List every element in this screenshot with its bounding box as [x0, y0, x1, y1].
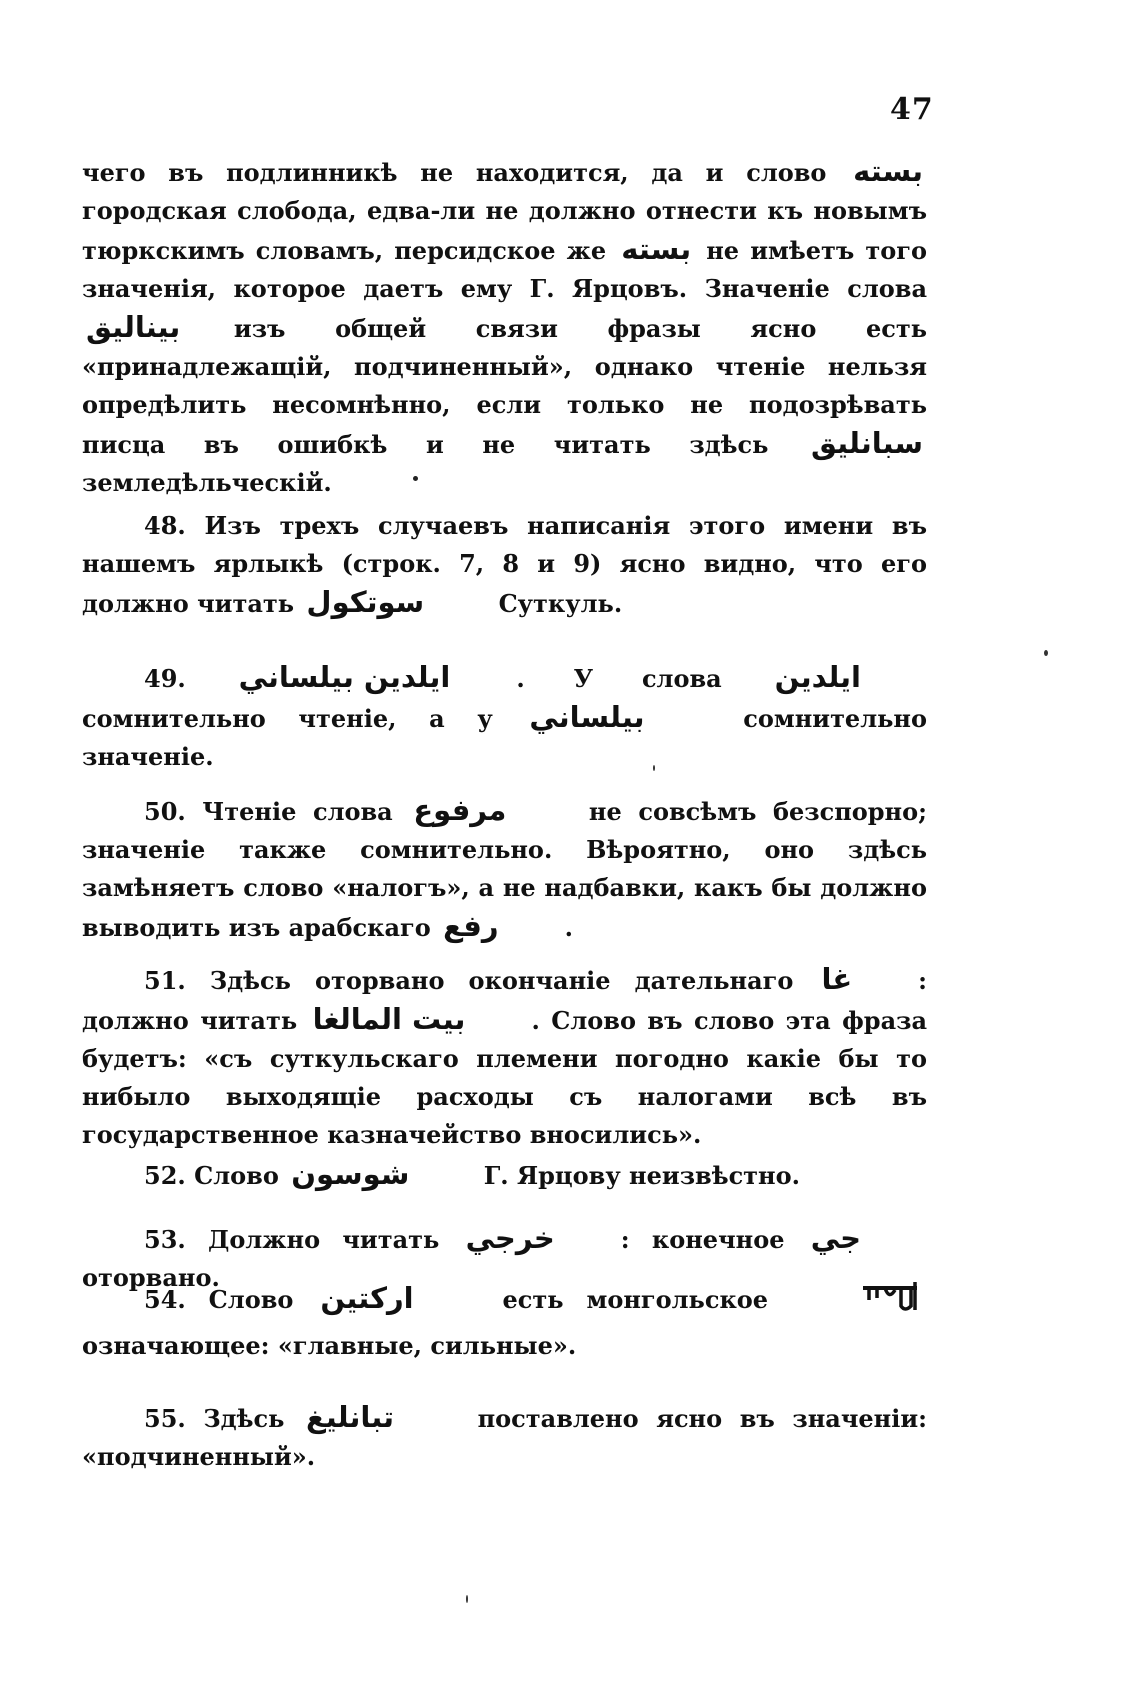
text: 51. Здѣсь оторвано окончаніе дательнаго	[144, 966, 818, 995]
paper-speck	[466, 1595, 468, 1603]
arabic-word: بسته	[853, 154, 923, 188]
text: городская слобода, едва-ли не должно отнести къ новымъ тюркскимъ словамъ, персидское же	[82, 196, 927, 265]
arabic-word: بيلساني	[529, 700, 645, 734]
text: 48. Изъ трехъ случаевъ написанія этого имени въ нашемъ ярлыкѣ (строк. 7, 8 и 9) ясно видно, что его должно читать	[82, 511, 927, 618]
ink-dot	[413, 476, 418, 481]
text: 52. Слово	[144, 1161, 288, 1190]
text: 49.	[144, 664, 235, 693]
arabic-word: غا	[821, 962, 853, 996]
text: земледѣльческій.	[82, 468, 332, 497]
text: . У слова	[516, 664, 771, 693]
text: означающее: «главные, сильные».	[82, 1331, 577, 1360]
arabic-word: بسته	[621, 232, 692, 266]
text: . Слово въ слово эта фраза будетъ: «съ суткульскаго племени погодно какіе бы то нибыло выходящіе расходы съ налогами всѣ въ государственное казначейство вносились».	[82, 1006, 927, 1149]
note-48	[82, 507, 927, 623]
arabic-word: بيناليق	[86, 310, 181, 344]
paper-speck	[653, 765, 655, 771]
text: 50. Чтеніе слова	[144, 797, 410, 826]
arabic-word: تبانليغ	[306, 1400, 394, 1434]
arabic-word: ايلدين بيلساني	[238, 660, 451, 694]
arabic-word: مرفوع	[413, 793, 507, 827]
text: изъ общей связи фразы ясно есть «принадлежащій, подчиненный», однако чтеніе нельзя опредѣлить несомнѣнно, если только не подозрѣвать писца въ ошибкѣ и не читать здѣсь	[82, 314, 927, 459]
note-49	[82, 658, 927, 776]
paper-speck	[1044, 650, 1048, 656]
arabic-word: بيت المالغا	[312, 1002, 466, 1036]
note-51	[82, 960, 927, 1154]
arabic-word: سوتكول	[306, 585, 425, 619]
arabic-word: سبانليق	[811, 426, 923, 460]
text: есть монгольское	[479, 1285, 791, 1314]
note-54	[82, 1276, 927, 1365]
text: не имѣетъ того значенія, которое даетъ ему Г. Ярцовъ. Значеніе слова	[82, 236, 927, 303]
paragraph-continued	[82, 152, 927, 502]
text: : должно читать	[82, 966, 927, 1035]
text: чего въ подлинникѣ не находится, да и слово	[82, 158, 850, 187]
text: поставлено ясно въ значеніи: «подчиненный».	[82, 1404, 927, 1471]
text: 54. Слово	[144, 1285, 317, 1314]
arabic-word: شوسون	[291, 1157, 410, 1191]
arabic-word: رفع	[443, 909, 499, 943]
text: : конечное	[620, 1225, 807, 1254]
page-number: 47	[890, 92, 934, 127]
text: Суткуль.	[490, 589, 623, 618]
text: не совсѣмъ безспорно; значеніе также сомнительно. Вѣроятно, оно здѣсь замѣняетъ слово «налогъ», а не надбавки, какъ бы должно выводить изъ арабскаго	[82, 797, 927, 942]
text: Г. Ярцову неизвѣстно.	[475, 1161, 800, 1190]
text: сомнительно значеніе.	[82, 704, 927, 771]
mongolian-script-glyph	[859, 1276, 921, 1316]
note-50	[82, 791, 927, 947]
arabic-word: خرجي	[465, 1221, 555, 1255]
text: 53. Должно читать	[144, 1225, 462, 1254]
arabic-word: اركتين	[320, 1281, 414, 1315]
arabic-word: جي	[810, 1221, 861, 1255]
text: оторвано.	[82, 1263, 220, 1292]
note-52	[82, 1155, 927, 1195]
text: 55. Здѣсь	[144, 1404, 302, 1433]
mongolian-script-word	[797, 1276, 921, 1327]
arabic-word: ايلدين	[774, 660, 861, 694]
text: .	[564, 913, 573, 942]
note-55	[82, 1398, 927, 1476]
text: сомнительно чтеніе, а у	[82, 704, 526, 733]
